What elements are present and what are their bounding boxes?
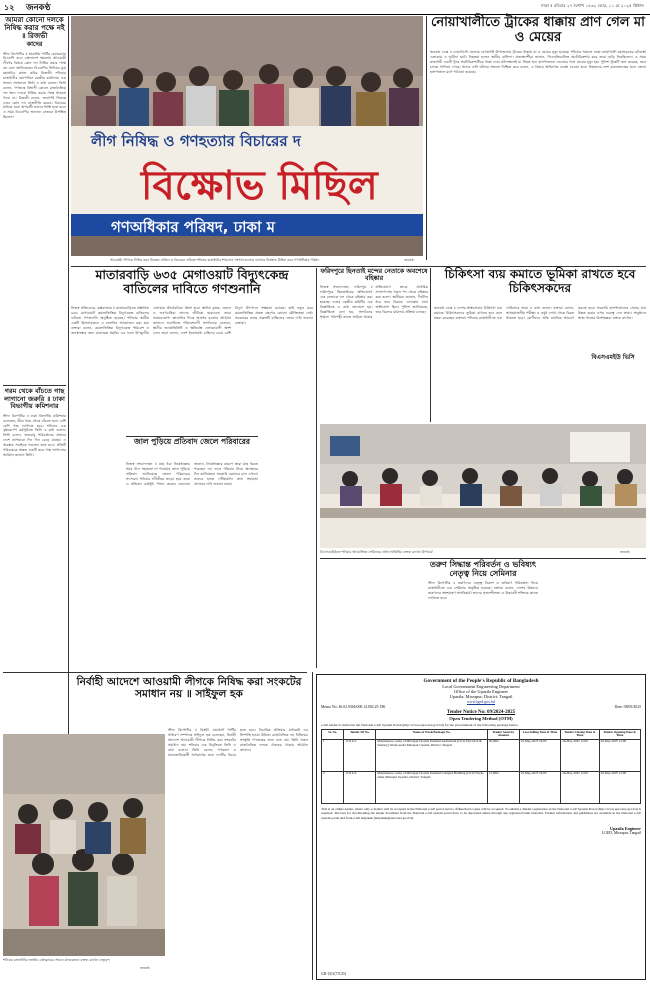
tender-cell: 25-May-2025 16:00 xyxy=(519,739,560,771)
tender-th-security: Tender Security Amount xyxy=(487,730,519,740)
story-noakhali xyxy=(430,16,646,252)
tender-cell: 15,000/- xyxy=(487,771,519,803)
tender-th-closing: Tender Closing Date & Time xyxy=(561,730,599,740)
story-saiful xyxy=(71,676,307,700)
tender-notice-no: Tender Notice No: 09/2024-2025 xyxy=(446,710,516,715)
body-treatment: জনকণ্ঠ ডেস্ক ॥ দেশের স্বাস্থ্যসেবায় চিকিৎসা ব্যয় কমাতে চিকিৎসকদের ভূমিকা রাখতে হবে বলে মন্তব্য করেছেন বক্তারা। শনিবার রাজধানীতে এক সেমিনারে তারা এ কথা বলেন। বক্তারা বলেন, অপ্রয়োজনীয় পরীক্ষা ও ওষুধ লেখা থেকে বিরত থাকতে হবে। রোগীদের প্রতি মানবিক আচরণ করতে হবে। সরকারি হাসপাতালের সেবার মান উন্নত করার ওপর গুরুত্ব দেন তারা। অনুষ্ঠানে স্বাস্থ্য খাতের বিশেষজ্ঞরা বক্তব্য রাখেন। xyxy=(434,306,646,320)
tender-signature: Upazila Engineer xyxy=(609,825,641,831)
body-treatment-cont xyxy=(542,560,646,668)
story-youth xyxy=(428,560,538,647)
page-number: ১২ xyxy=(4,3,15,12)
body-fire: নিজস্ব সংবাদদাতা ॥ মাছ ধরা নিষেধাজ্ঞার সময় খাদ্য সহায়তা না পাওয়ায় জাল পুড়িয়ে প্রতিবাদ জানিয়েছে জেলে পরিবারের সদস্যরা। শনিবার নদীতীরে জড়ো হয়ে তারা এ প্রতিবাদ কর্মসূচি পালন করেন। জেলেরা জানান, নিষেধাজ্ঞার কারণে তারা মাছ ধরতে পারছেন না। ফলে পরিবার নিয়ে অনাহারে দিন কাটাচ্ছেন। সরকারি বরাদ্দের চাল এখনো তাদের হাতে পৌঁছায়নি। দ্রুত সহায়তা প্রদানের দাবি জানান তারা। xyxy=(126,462,258,486)
banner-line-3: গণঅধিকার পরিষদ, ঢাকা ম xyxy=(111,218,275,236)
headline-youth: তরুণ সিদ্ধান্ত পরিবর্তন ও ভবিষ্যৎ নেতৃত্ব নিয়ে সেমিনার xyxy=(429,560,537,579)
headline-faridpur: ফরিদপুরে ছিনতাই মন্দের নেতাকে অবশেষে বহিষ্কার xyxy=(320,268,428,283)
headline-treatment: চিকিৎসা ব্যয় কমাতে ভূমিকা রাখতে হবে চিকিৎসকদের xyxy=(444,267,636,295)
table-row xyxy=(322,739,641,771)
tender-cell: 25-May-2025 16:00 xyxy=(519,771,560,803)
story-faridpur xyxy=(320,268,428,415)
headline-noakhali: নোয়াখালীতে ট্রাকের ধাক্কায় প্রাণ গেল মা ও মেয়ের xyxy=(431,15,645,45)
body-power-plant-cont xyxy=(71,438,123,668)
body-saiful: স্টাফ রিপোর্টার ॥ বিপ্লবী ওয়ার্কার্স পার্টির সাধারণ সম্পাদক সাইফুল হক বলেছেন, নির্বাহী আদেশে আওয়ামী লীগকে নিষিদ্ধ করা সংকটের সমাধান নয়। শনিবার এক বিবৃতিতে তিনি এ কথা বলেন। তিনি বলেন, গণহত্যা ও মানবতাবিরোধী অপরাধের জন্য দলটির বিচার হতে হবে। বিচারিক প্রক্রিয়ার মাধ্যমেই এর নিষ্পত্তি হওয়া উচিত। রাজনৈতিক দল নিষিদ্ধের সংস্কৃতি গণতন্ত্রের জন্য শুভ নয়। তিনি সকল রাজনৈতিক দলকে ঐক্যবদ্ধ থাকার আহ্বান জানান। xyxy=(168,728,308,757)
protest-photo xyxy=(71,16,423,256)
headline-tree: গরম থেকে বাঁচতে গাছ লাগানো জরুরি ॥ ঢাকা বিভাগীয় কমিশনার xyxy=(4,387,65,411)
tender-signature-sub: LGED, Mirzapur, Tangail xyxy=(601,830,641,835)
headline-rizvi: আমরা কোনো দলকে নিষিদ্ধ করার পক্ষে নই ॥ রিজভী xyxy=(4,16,65,41)
rally-photo-caption: শনিবার রাজধানীর জাতীয় প্রেসক্লাবের সামনে মানববন্ধনে বক্তব্য রাখেন নেতৃবৃন্দ xyxy=(3,958,110,962)
headline-fire: জাল পুড়িয়ে প্রতিবাদ জেলে পরিবারের xyxy=(134,437,250,446)
table-row xyxy=(322,771,641,803)
tender-dept: Local Government Engineering Department xyxy=(442,684,520,689)
paper-name: জনকণ্ঠ xyxy=(26,3,51,13)
tender-cell: 26-May-2025 12:00 xyxy=(561,771,599,803)
tender-office: Office of the Upazila Engineer xyxy=(453,689,509,694)
rally-photo-credit: জনকণ্ঠ xyxy=(140,966,150,970)
label-bsmmu-vc: বিএসএমইউ ভিসি xyxy=(580,355,646,362)
seminar-scene-image xyxy=(320,424,646,548)
banner-line-2: বিক্ষোভ মিছিল xyxy=(141,163,378,209)
rally-photo xyxy=(3,734,165,956)
tender-web[interactable]: www.lged.gov.bd xyxy=(466,699,496,704)
tender-cell: 2 xyxy=(322,771,344,803)
tender-th-opening: Tender Opening Date & Time xyxy=(599,730,641,740)
tender-cell: 26-May-2025 12:00 xyxy=(599,771,641,803)
headline-saiful: নির্বাহী আদেশে আওয়ামী লীগকে নিষিদ্ধ করা সংকটের সমাধান নয় ॥ সাইফুল হক xyxy=(76,676,302,701)
seminar-photo xyxy=(320,424,646,548)
body-rizvi: স্টাফ রিপোর্টার ॥ ভারতীয় পার্টির চেয়ারম্যান বিএনপি বাদে বাংলাদেশ ক্ষমতায় আওয়ামী লীগের বিষয়ে কোন দল নিষিদ্ধ করার পক্ষে নয় বলে জানিয়েছেন বিএনপির সিনিয়র যুগ্ম মহাসচিব রুহুল কবির রিজভী। শনিবার রাজধানীর নয়াপল্টনে কেন্দ্রীয় কার্যালয়ে এক সংবাদ সম্মেলনে তিনি এ কথা বলেন। তিনি বলেন, গণতন্ত্রে বিশ্বাসী কোনো রাজনৈতিক দল অন্য দলকে নিষিদ্ধ করার পক্ষে থাকতে পারে না। রিজভী বলেন, জনগণই সিদ্ধান্ত নেবে কোন দল রাজনীতি করবে। বিচারের মাধ্যমে যারা অপরাধী তাদের শাস্তি হতে হবে। এ সময় বিএনপির অন্যান্য নেতারা উপস্থিত ছিলেন। xyxy=(3,51,66,120)
tender-cell: 1 xyxy=(322,739,344,771)
banner-line-1: লীগ নিষিদ্ধ ও গণহত্যার বিচারের দ xyxy=(91,132,301,150)
body-noakhali: জনকণ্ঠ ডেস্ক ॥ নোয়াখালী জেলার বেগমগঞ্জ উপজেলায় ট্রাকের ধাক্কায় মা ও মেয়ের মৃত্যু হয়েছে। শনিবার সকালে ঢাকা-নোয়াখালী মহাসড়কের চৌরাস্তা এলাকায় এ দুর্ঘটনা ঘটে। নিহতরা হলেন স্থানীয় বাসিন্দা। প্রত্যক্ষদর্শীরা জানান, সিএনজিচালিত অটোরিকশায় করে তারা বাড়ি ফিরছিলেন। এ সময় দ্রুতগামী একটি ট্রাক অটোরিকশাটিকে ধাক্কা দেয়। ঘটনাস্থলেই মা নিহত হন। হাসপাতালে নেওয়ার পথে মেয়ের মৃত্যু হয়। পুলিশ ট্রাকটি জব্দ করেছে, তবে চালক পালিয়ে গেছে। থানার ওসি ঘটনার সত্যতা নিশ্চিত করে বলেন, এ বিষয়ে আইনগত ব্যবস্থা নেওয়া হবে। নিহতদের লাশ ময়নাতদন্তের জন্য জেলা হাসপাতাল মর্গে পাঠানো হয়েছে। xyxy=(430,49,646,74)
main-photo-caption: আওয়ামী লীগকে নিষিদ্ধ করে নিবন্ধন বাতিল ও বিচারের দাবিতে শনিবার রাজধানীর শাহবাগে সংগঠনগুলোর ব্যানারে বিক্ষোভ মিছিল করে গণঅধিকার পরিষদ xyxy=(110,258,320,262)
body-faridpur: নিজস্ব সংবাদদাতা, ফরিদপুর ॥ ফরিদপুরে ছিনতাইয়ের অভিযোগে এক নেতাকে দল থেকে বহিষ্কার করা হয়েছে। দলের কেন্দ্রীয় কমিটির এক বিজ্ঞপ্তিতে এ তথ্য জানানো হয়। বিজ্ঞপ্তিতে বলা হয়, সংগঠনের শৃঙ্খলা পরিপন্থী কাজে জড়িত থাকার অভিযোগে তাকে প্রাথমিক সদস্যপদসহ সকল পদ থেকে বহিষ্কার করা হলো। স্থানীয়রা জানান, দীর্ঘদিন ধরে তার বিরুদ্ধে এলাকায় নানা অভিযোগ ছিল। পুলিশ জানিয়েছে, তার বিরুদ্ধে মামলার প্রক্রিয়া চলছে। xyxy=(320,285,428,319)
tender-cell: Maintenance works of Mirzapur Upazila Parishad Auditorium (Civil, Electrical & Sanitary) Works under Mirzapur Upazila, District: Tangail. xyxy=(376,739,488,771)
tender-intro: e-GP tender is invited in the National e-GP System Portal (http://www.eprocure.gov.bd) for the procurement of the following package below. xyxy=(321,722,519,727)
masthead xyxy=(0,0,650,14)
rally-scene-image xyxy=(3,734,165,956)
main-photo-credit: জনকণ্ঠ xyxy=(404,258,414,262)
tender-th-selling: Last Selling Date & Time xyxy=(519,730,560,740)
headline-power-plant: মাতারবাড়ি ৬৩৫ মেগাওয়াট বিদ্যুৎকেন্দ্র বাতিলের দাবিতে গণশুনানি xyxy=(95,267,289,297)
tender-date: Date: 08/05/2025 xyxy=(614,705,641,709)
tender-notice-type: Open Tendering Method (OTM) xyxy=(449,716,513,721)
story-rizvi xyxy=(3,16,66,330)
seminar-photo-credit: জনকণ্ঠ xyxy=(620,550,630,554)
story-treatment xyxy=(434,268,646,296)
tender-table xyxy=(321,729,641,804)
tender-cell: 26-May-2025 12:00 xyxy=(599,739,641,771)
dateline: ঢাকা ॥ রবিবার ২৭ বৈশাখ ১৪৩২ ভোর, ১১ মে ২০২৫ খ্রিষ্টাব্দ xyxy=(541,3,644,8)
tender-location: Upazila: Mirzapur, District: Tangail xyxy=(449,694,513,699)
story-tree xyxy=(3,388,66,716)
tender-th-id: Tender ID No. xyxy=(344,730,376,740)
tender-footer: This is an online tender, where only e-Tender will be accepted in the National e-GP portal and no offline/hard copies will be accepted. To submit e-Tender registration in the National e-GP System Portal (http://www.eprocure.gov.bd) is required. The fees for downloading the tender document from the National e-GP system portal have to be deposited online through any registered bank branches. Further information and guidelines are available in the National e-GP system portal and from e-GP helpdesk (helpdesk@eprocure.gov.bd). xyxy=(321,806,641,820)
tender-table-header xyxy=(322,730,641,740)
body-bottom-left-col xyxy=(320,560,424,668)
body-tree: স্টাফ রিপোর্টার ॥ ঢাকা বিভাগীয় কমিশনার বলেছেন, তীব্র গরম থেকে বাঁচতে হলে বেশি বেশি গাছ লাগাতে হবে। শনিবার এক বৃক্ষরোপণ কর্মসূচিতে তিনি এ কথা বলেন। তিনি বলেন, জলবায়ু পরিবর্তনের প্রভাবে দেশে তাপমাত্রা দিন দিন বেড়ে যাচ্ছে। এ অবস্থায় সবাইকে সচেতন হতে হবে। প্রতিটি পরিবারকে অন্তত একটি করে গাছ লাগানোর আহ্বান জানান তিনি। xyxy=(3,413,66,457)
tender-notice xyxy=(316,674,646,980)
story-power-plant xyxy=(71,268,313,297)
tender-cell: Maintenance works of Mirzapur Upazila Parishad Complex Building (Civil) Works under Mirzapur Upazila, District: Tangail. xyxy=(376,771,488,803)
tender-cell: 20,000/- xyxy=(487,739,519,771)
body-power-plant-cont2 xyxy=(261,438,313,668)
seminar-photo-caption: বিএসএমইউতে শনিবার আয়োজিত সেমিনারে প্রধান অতিথির বক্তব্য রাখেন উপাচার্য xyxy=(320,550,433,554)
tender-memo: Memo No: 46.02.9366.000.14.002.25-186 xyxy=(321,705,386,709)
kicker-rizvi: কাদের xyxy=(26,40,43,49)
tender-cell: 26-May-2025 12:00 xyxy=(561,739,599,771)
tender-th-sl: Sl. No. xyxy=(322,730,344,740)
tender-cell: 1131214 xyxy=(344,771,376,803)
story-fire xyxy=(126,438,258,447)
tender-cell: 1131212 xyxy=(344,739,376,771)
tender-ref: GD-1311(7/5/25) xyxy=(321,972,347,976)
body-youth: স্টাফ রিপোর্টার ॥ তরুণদের নেতৃত্ব বিকাশ ও ভবিষ্যৎ পরিকল্পনা নিয়ে রাজধানীতে এক সেমিনার অনুষ্ঠিত হয়েছে। বক্তারা বলেন, দেশের উন্নয়নে তরুণদের অংশগ্রহণ অপরিহার্য। তাদের সৃজনশীলতা ও উদ্ভাবনী শক্তিকে কাজে লাগাতে হবে। xyxy=(428,581,538,601)
tender-th-work: Name of Work/Package No. xyxy=(376,730,488,740)
tender-govt: Government of the People's Republic of Bangladesh xyxy=(423,678,539,684)
body-power-plant: নিজস্ব প্রতিবেদক, কক্সবাজার ॥ মাতারবাড়িতে প্রস্তাবিত ৬৩৫ মেগাওয়াট কয়লাভিত্তিক বিদ্যুৎকেন্দ্র বাতিলের দাবিতে গণশুনানি অনুষ্ঠিত হয়েছে। শনিবার স্থানীয় একটি মিলনায়তনে এ শুনানির আয়োজন করা হয়। বক্তারা বলেন, কয়লাভিত্তিক বিদ্যুৎকেন্দ্র পরিবেশ ও জনস্বাস্থ্যের জন্য মারাত্মক হুমকি। এর ফলে উপকূলীয় এলাকার জীববৈচিত্র্য ধ্বংস হবে। স্থানীয় কৃষক, জেলে ও লবণচাষিরা তাদের জীবিকা হারাবেন। তারা নবায়নযোগ্য জ্বালানির দিকে অগ্রসর হওয়ার আহ্বান জানান। শুনানিতে পরিবেশবাদী সংগঠনের নেতারা, স্থানীয় জনপ্রতিনিধি ও ক্ষতিগ্রস্ত এলাকাবাসী অংশ নেন। তারা বলেন, দেশে ইতোমধ্যে চাহিদার চেয়ে বেশি বিদ্যুৎ উৎপাদন সক্ষমতা রয়েছে। তাই নতুন করে কয়লাভিত্তিক প্রকল্প গ্রহণের কোনো যৌক্তিকতা নেই। সরকারের কাছে প্রকল্পটি বাতিলের জোর দাবি জানান বক্তারা। xyxy=(71,306,313,335)
